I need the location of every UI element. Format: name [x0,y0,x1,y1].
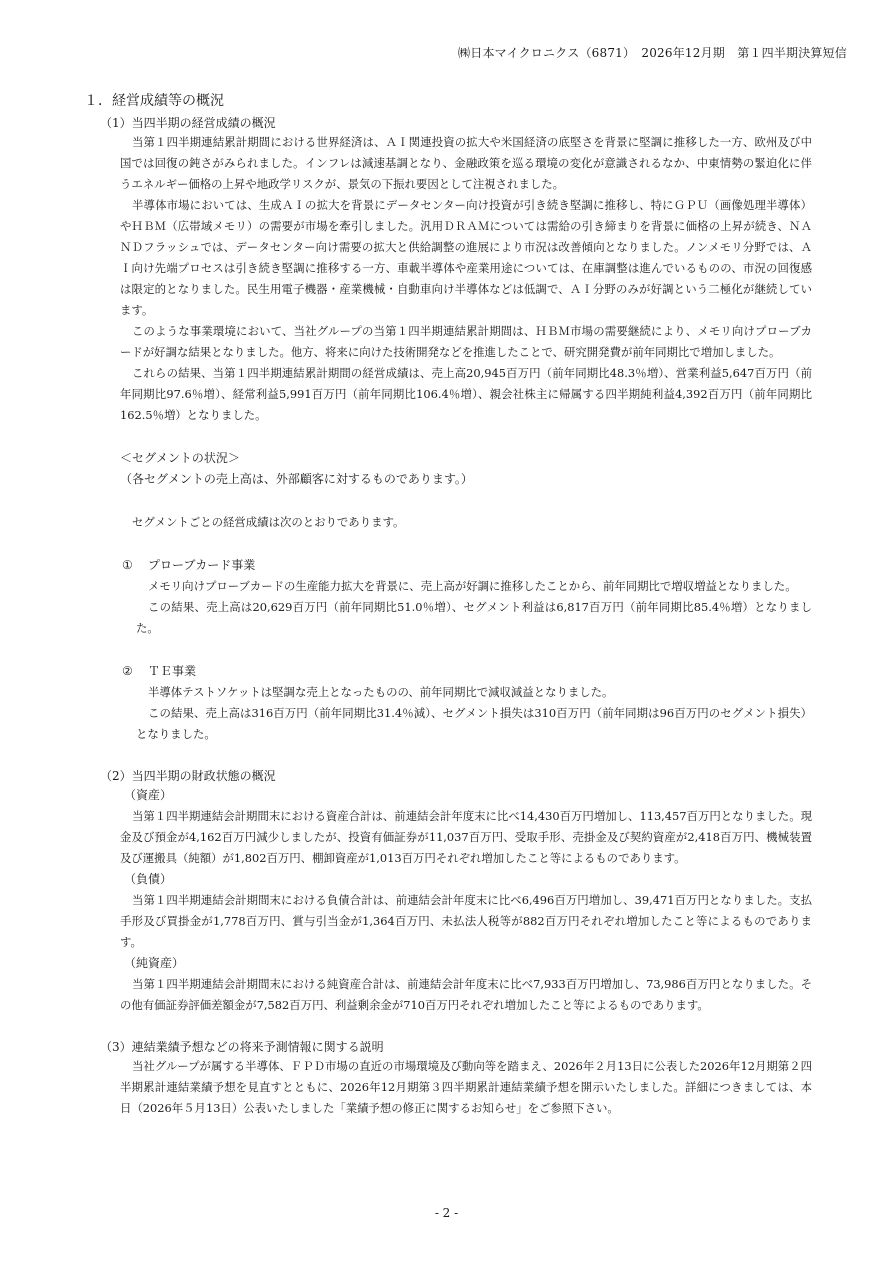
subsection-heading-3: （3）連結業績予想などの将来予測情報に関する説明 [100,1040,384,1054]
subsection-heading-2: （2）当四半期の財政状態の概況 [100,769,276,783]
paragraph-economy: 当第１四半期連結累計期間における世界経済は、ＡＩ関連投資の拡大や米国経済の底堅さを背景に堅調に推移した一方、欧州及び中国では回復の鈍さがみられました。インフレは減速基調となり、金融政策を巡る環境の変化が意識されるなか、中東情勢の緊迫化に伴うエネルギー価格の上昇や地政学リスクが、景気の下振れ要因として注視されました。 [120,135,812,191]
subsection-heading-1: （1）当四半期の経営成績の概況 [100,116,276,130]
document-header: ㈱日本マイクロニクス（6871） 2026年12月期 第１四半期決算短信 [458,46,847,60]
assets-paragraph: 当第１四半期連結会計期間末における資産合計は、前連結会計年度末に比べ14,430百万円増加し、113,457百万円となりました。現金及び預金が4,162百万円減少しましたが、投資有価証券が11,037百万円、受取手形、売掛金及び契約資産が2,418百万円、機械装置及び運搬具（純額）が1,802百万円、棚卸資産が1,013百万円それぞれ増加したこと等によるものであります。 [120,809,812,865]
forecast-paragraph: 当社グループが属する半導体、ＦＰＤ市場の直近の市場環境及び動向等を踏まえ、2026年２月13日に公表した2026年12月期第２四半期累計連結業績予想を見直すとともに、2026年12月期第３四半期累計連結業績予想を開示いたしました。詳細につきましては、本日（2026年５月13日）公表いたしました「業績予想の修正に関するお知らせ」をご参照下さい。 [120,1059,812,1115]
segment-number: ① [122,558,133,572]
paragraph-business-environment: このような事業環境において、当社グループの当第１四半期連結累計期間は、ＨＢＭ市場の需要継続により、メモリ向けプローブカードが好調な結果となりました。他方、将来に向けた技術開発などを推進したことで、研究開発費が前年同期比で増加しました。 [120,324,812,359]
segment-paragraph: この結果、売上高は316百万円（前年同期比31.4％減）、セグメント損失は310百万円（前年同期は96百万円のセグメント損失）となりました。 [136,706,812,741]
liabilities-label: （負債） [124,872,173,886]
segment-paragraph: この結果、売上高は20,629百万円（前年同期比51.0％増）、セグメント利益は6,817百万円（前年同期比85.4％増）となりました。 [136,600,812,635]
segment-number: ② [122,664,133,678]
segment-lead: セグメントごとの経営成績は次のとおりであります。 [132,515,405,529]
document-body [84,92,812,1119]
liabilities-paragraph: 当第１四半期連結会計期間末における負債合計は、前連結会計年度末に比べ6,496百万円増加し、39,471百万円となりました。支払手形及び買掛金が1,778百万円、賞与引当金が1,364百万円、未払法人税等が882百万円それぞれ増加したこと等によるものであります。 [120,893,812,949]
segment-paragraph: メモリ向けプローブカードの生産能力拡大を背景に、売上高が好調に推移したことから、前年同期比で増収増益となりました。 [148,579,797,593]
segment-status-title: ＜セグメントの状況＞ [120,451,240,465]
section-title: １．経営成績等の概況 [84,93,224,109]
segment-status-note: （各セグメントの売上高は、外部顧客に対するものであります。） [120,472,473,486]
page-number: - 2 - [434,1206,459,1220]
segment-item-te [84,661,812,682]
assets-label: （資産） [124,788,173,802]
segment-title: ＴＥ事業 [148,664,197,678]
paragraph-results: これらの結果、当第１四半期連結累計期間の経営成績は、売上高20,945百万円（前年同期比48.3％増）、営業利益5,647百万円（前年同期比97.6％増）、経常利益5,991百万円（前年同期比106.4％増）、親会社株主に帰属する四半期純利益4,392百万円（前年同期比162.5％増）となりました。 [120,366,812,422]
segment-title: プローブカード事業 [148,558,256,572]
segment-paragraph: 半導体テストソケットは堅調な売上となったものの、前年同期比で減収減益となりました。 [148,685,614,699]
net-assets-label: （純資産） [124,956,185,970]
paragraph-semiconductor-market: 半導体市場においては、生成ＡＩの拡大を背景にデータセンター向け投資が引き続き堅調に推移し、特にＧＰＵ（画像処理半導体）やＨＢＭ（広帯域メモリ）の需要が市場を牽引しました。汎用ＤＲＡＭについては需給の引き締まりを背景に価格の上昇が続き、ＮＡＮＤフラッシュでは、データセンター向け需要の拡大と供給調整の進展により市況は改善傾向となりました。ノンメモリ分野では、ＡＩ向け先端プロセスは引き続き堅調に推移する一方、車載半導体や産業用途については、在庫調整は進んでいるものの、市況の回復感は限定的となりました。民生用電子機器・産業機械・自動車向け半導体などは低調で、ＡＩ分野のみが好調という二極化が継続しています。 [120,198,812,317]
net-assets-paragraph: 当第１四半期連結会計期間末における純資産合計は、前連結会計年度末に比べ7,933百万円増加し、73,986百万円となりました。その他有価証券評価差額金が7,582百万円、利益剰余金が710百万円それぞれ増加したこと等によるものであります。 [120,977,812,1012]
segment-item-probe-card [84,555,812,576]
